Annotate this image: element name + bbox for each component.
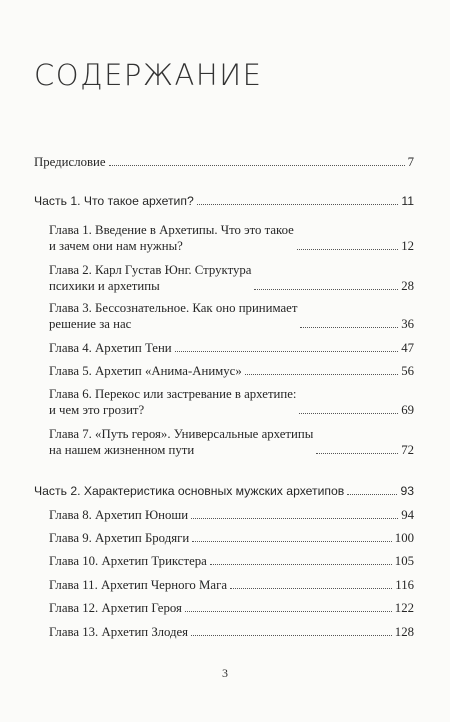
toc-entry-page: 69 <box>401 403 414 417</box>
dot-leader <box>299 413 398 414</box>
toc-entry-page: 128 <box>394 625 414 639</box>
toc-entry-title: Часть 1. Что такое архетип? <box>34 194 194 208</box>
toc-entry-chapter-3 <box>49 300 414 332</box>
toc-entry-title: Глава 4. Архетип Тени <box>49 341 172 355</box>
toc-entry-title: Глава 7. «Путь героя». Универсальные архетипы на нашем жизненном пути <box>49 427 314 457</box>
dot-leader <box>316 453 398 454</box>
toc-entry-chapter-8 <box>49 507 414 523</box>
toc-entry-chapter-5 <box>49 363 414 379</box>
dot-leader <box>191 635 392 636</box>
toc-entry-chapter-9 <box>49 530 414 546</box>
toc-entry-title: Глава 9. Архетип Бродяги <box>49 531 190 545</box>
toc-entry-title: Глава 10. Архетип Трикстера <box>49 554 207 568</box>
toc-entry-title: Глава 13. Архетип Злодея <box>49 625 189 639</box>
dot-leader <box>192 541 392 542</box>
toc-entry-chapter-6 <box>49 386 414 418</box>
dot-leader <box>175 351 399 352</box>
toc-entry-title: Глава 2. Карл Густав Юнг. Структура психики и архетипы <box>49 263 252 293</box>
toc-entry-page: 94 <box>401 508 414 522</box>
toc-entry-title: Глава 12. Архетип Героя <box>49 601 182 615</box>
toc-entry-title: Глава 6. Перекос или застревание в архетипе: и чем это грозит? <box>49 387 297 417</box>
dot-leader <box>197 204 399 205</box>
toc-entry-title: Глава 8. Архетип Юноши <box>49 508 189 522</box>
dot-leader <box>210 564 392 565</box>
toc-entry-chapter-10 <box>49 553 414 569</box>
toc-entry-page: 11 <box>401 194 414 208</box>
toc-entry-chapter-4 <box>49 340 414 356</box>
toc-entry-page: 100 <box>394 531 414 545</box>
toc-entry-page: 72 <box>401 443 414 457</box>
toc-entry-title: Глава 1. Введение в Архетипы. Что это такое и зачем они нам нужны? <box>49 223 294 253</box>
toc-entry-title: Предисловие <box>34 155 106 169</box>
toc-entry-page: 7 <box>407 155 414 169</box>
dot-leader <box>191 518 398 519</box>
dot-leader <box>254 289 398 290</box>
toc-entry-part-1 <box>34 193 414 209</box>
toc-entry-page: 116 <box>395 578 414 592</box>
toc-entry-title: Глава 5. Архетип «Анима-Анимус» <box>49 364 242 378</box>
toc-entry-page: 122 <box>394 601 414 615</box>
toc-entry-page: 36 <box>401 317 414 331</box>
toc-entry-page: 12 <box>401 239 414 253</box>
toc-entry-page: 56 <box>401 364 414 378</box>
dot-leader <box>300 327 398 328</box>
toc-entry-chapter-1 <box>49 222 414 254</box>
toc-entry-chapter-12 <box>49 600 414 616</box>
toc-entry-title: Глава 11. Архетип Черного Мага <box>49 578 228 592</box>
toc-entry-page: 105 <box>394 554 414 568</box>
toc-entry-page: 47 <box>401 341 414 355</box>
dot-leader <box>109 165 405 166</box>
toc-entry-page: 93 <box>400 484 414 498</box>
dot-leader <box>245 374 398 375</box>
dot-leader <box>230 588 392 589</box>
toc-entry-preface <box>34 154 414 170</box>
page-number: 3 <box>222 666 228 680</box>
dot-leader <box>185 611 392 612</box>
toc-entry-title: Часть 2. Характеристика основных мужских архетипов <box>34 484 345 498</box>
toc-entry-title: Глава 3. Бессознательное. Как оно принимает решение за нас <box>49 301 298 331</box>
dot-leader <box>297 249 398 250</box>
page-title: СОДЕРЖАНИЕ <box>34 58 263 92</box>
toc-entry-page: 28 <box>401 279 414 293</box>
toc-entry-chapter-7 <box>49 426 414 458</box>
toc-entry-chapter-2 <box>49 262 414 294</box>
toc-entry-part-2 <box>34 483 414 499</box>
dot-leader <box>347 494 397 495</box>
toc-entry-chapter-11 <box>49 577 414 593</box>
toc-entry-chapter-13 <box>49 624 414 640</box>
